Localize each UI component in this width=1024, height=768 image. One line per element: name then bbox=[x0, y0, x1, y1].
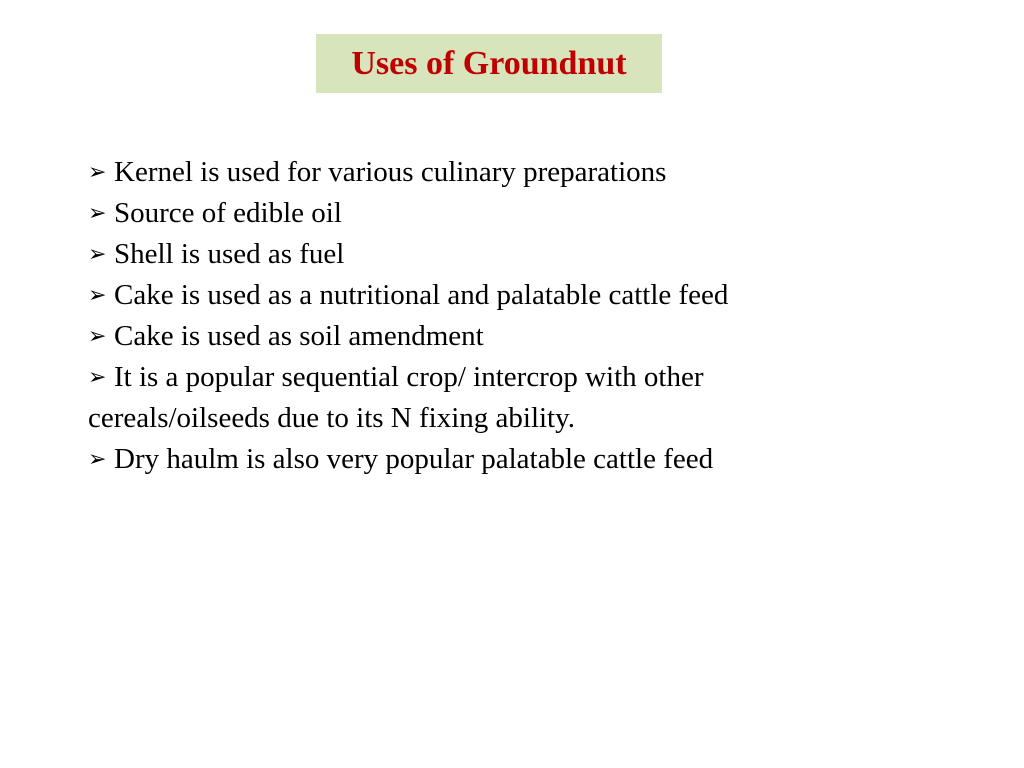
bullet-text: Kernel is used for various culinary preparations bbox=[114, 156, 667, 188]
bullet-item bbox=[88, 234, 968, 275]
bullet-text: Shell is used as fuel bbox=[114, 238, 345, 270]
bullet-item bbox=[88, 193, 968, 234]
bullet-text: Dry haulm is also very popular palatable cattle feed bbox=[114, 443, 714, 475]
bullet-text: cereals/oilseeds due to its N fixing ability. bbox=[88, 402, 575, 434]
bullet-text: It is a popular sequential crop/ intercrop with other bbox=[114, 361, 704, 393]
slide-title: Uses of Groundnut bbox=[351, 44, 627, 82]
arrow-bullet-icon: ➢ bbox=[88, 201, 107, 226]
bullet-text: Cake is used as soil amendment bbox=[114, 320, 484, 352]
bullet-list bbox=[88, 152, 968, 480]
slide-title-box bbox=[316, 34, 662, 93]
arrow-bullet-icon: ➢ bbox=[88, 447, 107, 472]
bullet-item bbox=[88, 275, 968, 316]
arrow-bullet-icon: ➢ bbox=[88, 365, 107, 390]
arrow-bullet-icon: ➢ bbox=[88, 242, 107, 267]
bullet-item bbox=[88, 316, 968, 357]
arrow-bullet-icon: ➢ bbox=[88, 283, 107, 308]
bullet-continuation bbox=[88, 398, 968, 439]
bullet-text: Cake is used as a nutritional and palatable cattle feed bbox=[114, 279, 729, 311]
bullet-item bbox=[88, 152, 968, 193]
bullet-item bbox=[88, 439, 968, 480]
bullet-item bbox=[88, 357, 968, 398]
bullet-text: Source of edible oil bbox=[114, 197, 342, 229]
arrow-bullet-icon: ➢ bbox=[88, 324, 107, 349]
arrow-bullet-icon: ➢ bbox=[88, 160, 107, 185]
